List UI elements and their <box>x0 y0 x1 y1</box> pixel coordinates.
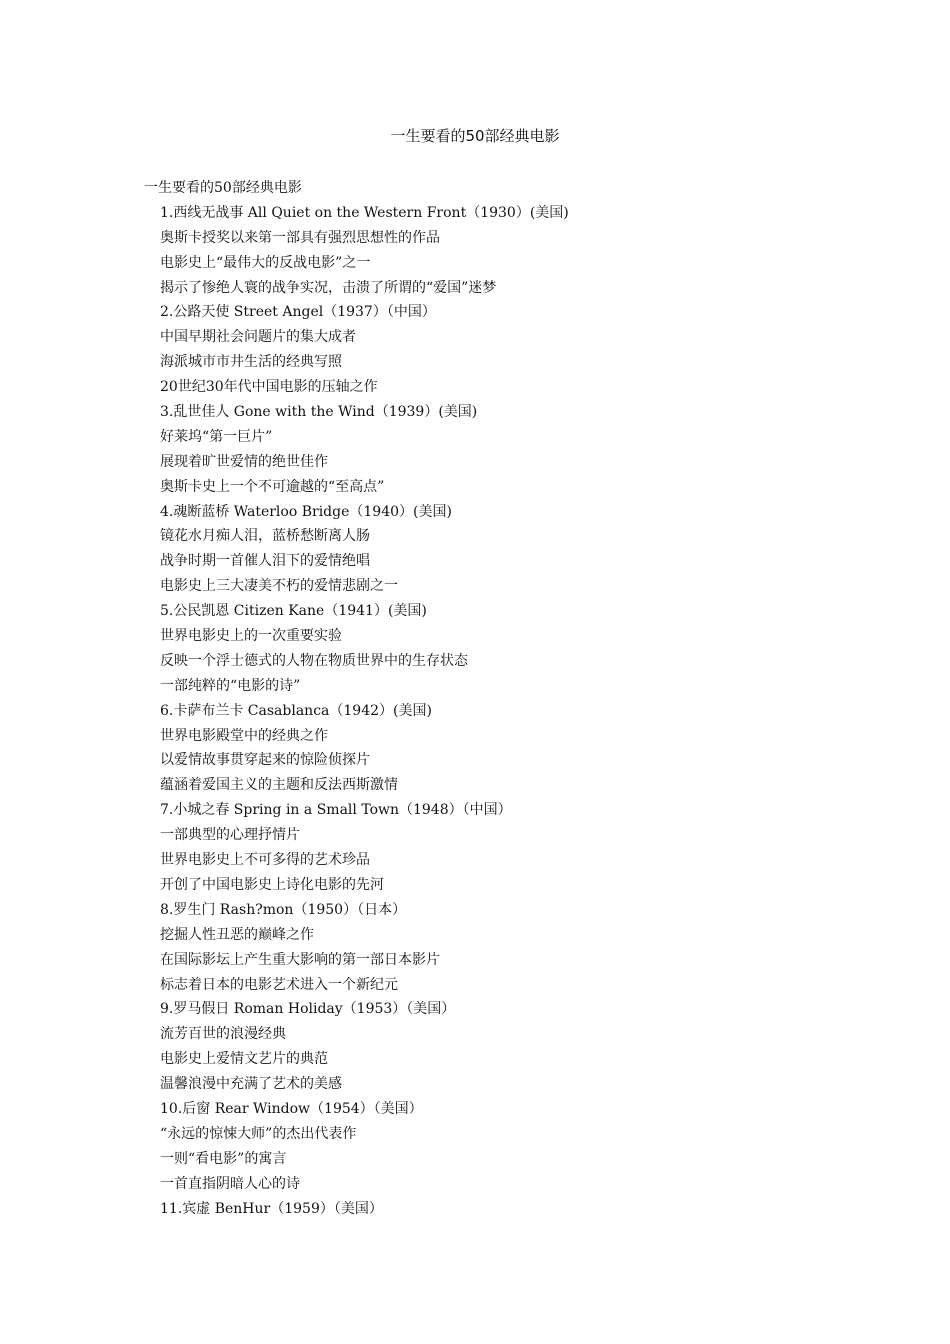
movie-entry-9-title: 9.罗马假日 Roman Holiday（1953）（美国） <box>160 1001 456 1018</box>
movie-entry-3-note: 奥斯卡史上一个不可逾越的“至高点” <box>160 478 385 495</box>
movie-entry-7-note: 一部典型的心理抒情片 <box>160 827 300 844</box>
page-title: 一生要看的50部经典电影 <box>390 127 560 145</box>
movie-entry-10-note: 一首直指阴暗人心的诗 <box>160 1175 300 1192</box>
movie-entry-3-note: 展现着旷世爱情的绝世佳作 <box>160 453 328 470</box>
movie-entry-4-note: 战争时期一首催人泪下的爱情绝唱 <box>160 553 370 570</box>
movie-entry-9-note: 流芳百世的浪漫经典 <box>160 1026 286 1043</box>
movie-entry-11-title: 11.宾虚 BenHur（1959）（美国） <box>160 1200 383 1217</box>
movie-entry-4-title: 4.魂断蓝桥 Waterloo Bridge（1940）(美国) <box>160 503 452 520</box>
movie-entry-10-title: 10.后窗 Rear Window（1954）（美国） <box>160 1100 423 1117</box>
movie-entry-8-note: 标志着日本的电影艺术进入一个新纪元 <box>160 976 398 993</box>
movie-entry-7-title: 7.小城之春 Spring in a Small Town（1948）（中国） <box>160 802 512 819</box>
movie-entry-6-note: 蕴涵着爱国主义的主题和反法西斯激情 <box>160 777 398 794</box>
movie-entry-9-note: 电影史上爱情文艺片的典范 <box>160 1051 328 1068</box>
movie-entry-1-note: 奥斯卡授奖以来第一部具有强烈思想性的作品 <box>160 229 440 246</box>
movie-entry-7-note: 开创了中国电影史上诗化电影的先河 <box>160 876 384 893</box>
movie-entry-9-note: 温馨浪漫中充满了艺术的美感 <box>160 1076 342 1093</box>
movie-entry-3-title: 3.乱世佳人 Gone with the Wind（1939）(美国) <box>160 404 478 421</box>
movie-entry-1-note: 揭示了惨绝人寰的战争实况，击溃了所谓的“爱国”迷梦 <box>160 279 497 296</box>
movie-entry-5-note: 反映一个浮士德式的人物在物质世界中的生存状态 <box>160 652 468 669</box>
movie-entry-1-note: 电影史上“最伟大的反战电影”之一 <box>160 254 371 271</box>
movie-entry-4-note: 镜花水月痴人泪，蓝桥愁断离人肠 <box>160 528 370 545</box>
movie-entry-3-note: 好莱坞“第一巨片” <box>160 428 273 445</box>
movie-entry-4-note: 电影史上三大凄美不朽的爱情悲剧之一 <box>160 578 398 595</box>
document-body <box>144 176 904 1221</box>
movie-entry-2-title: 2.公路天使 Street Angel（1937）（中国） <box>160 304 436 321</box>
movie-entry-6-note: 以爱情故事贯穿起来的惊险侦探片 <box>160 752 370 769</box>
movie-entry-10-note: 一则“看电影”的寓言 <box>160 1150 287 1167</box>
movie-entry-8-note: 挖掘人性丑恶的巅峰之作 <box>160 926 314 943</box>
movie-entry-2-note: 中国早期社会问题片的集大成者 <box>160 329 356 346</box>
movie-entry-8-title: 8.罗生门 Rash?mon（1950）（日本） <box>160 901 407 918</box>
movie-entry-6-title: 6.卡萨布兰卡 Casablanca（1942）(美国) <box>160 702 432 719</box>
movie-entry-8-note: 在国际影坛上产生重大影响的第一部日本影片 <box>160 951 440 968</box>
movie-entry-5-title: 5.公民凯恩 Citizen Kane（1941）(美国) <box>160 603 427 620</box>
movie-entry-1-title: 1.西线无战事 All Quiet on the Western Front（1930）(美国) <box>160 204 569 221</box>
movie-entry-2-note: 海派城市市井生活的经典写照 <box>160 354 342 371</box>
movie-entry-2-note: 20世纪30年代中国电影的压轴之作 <box>160 379 378 396</box>
movie-entry-10-note: “永远的惊悚大师”的杰出代表作 <box>160 1125 357 1142</box>
section-heading: 一生要看的50部经典电影 <box>144 180 302 196</box>
movie-entry-5-note: 世界电影史上的一次重要实验 <box>160 628 342 645</box>
movie-entry-7-note: 世界电影史上不可多得的艺术珍品 <box>160 852 370 869</box>
movie-entry-5-note: 一部纯粹的“电影的诗” <box>160 677 301 694</box>
movie-entry-6-note: 世界电影殿堂中的经典之作 <box>160 727 328 744</box>
